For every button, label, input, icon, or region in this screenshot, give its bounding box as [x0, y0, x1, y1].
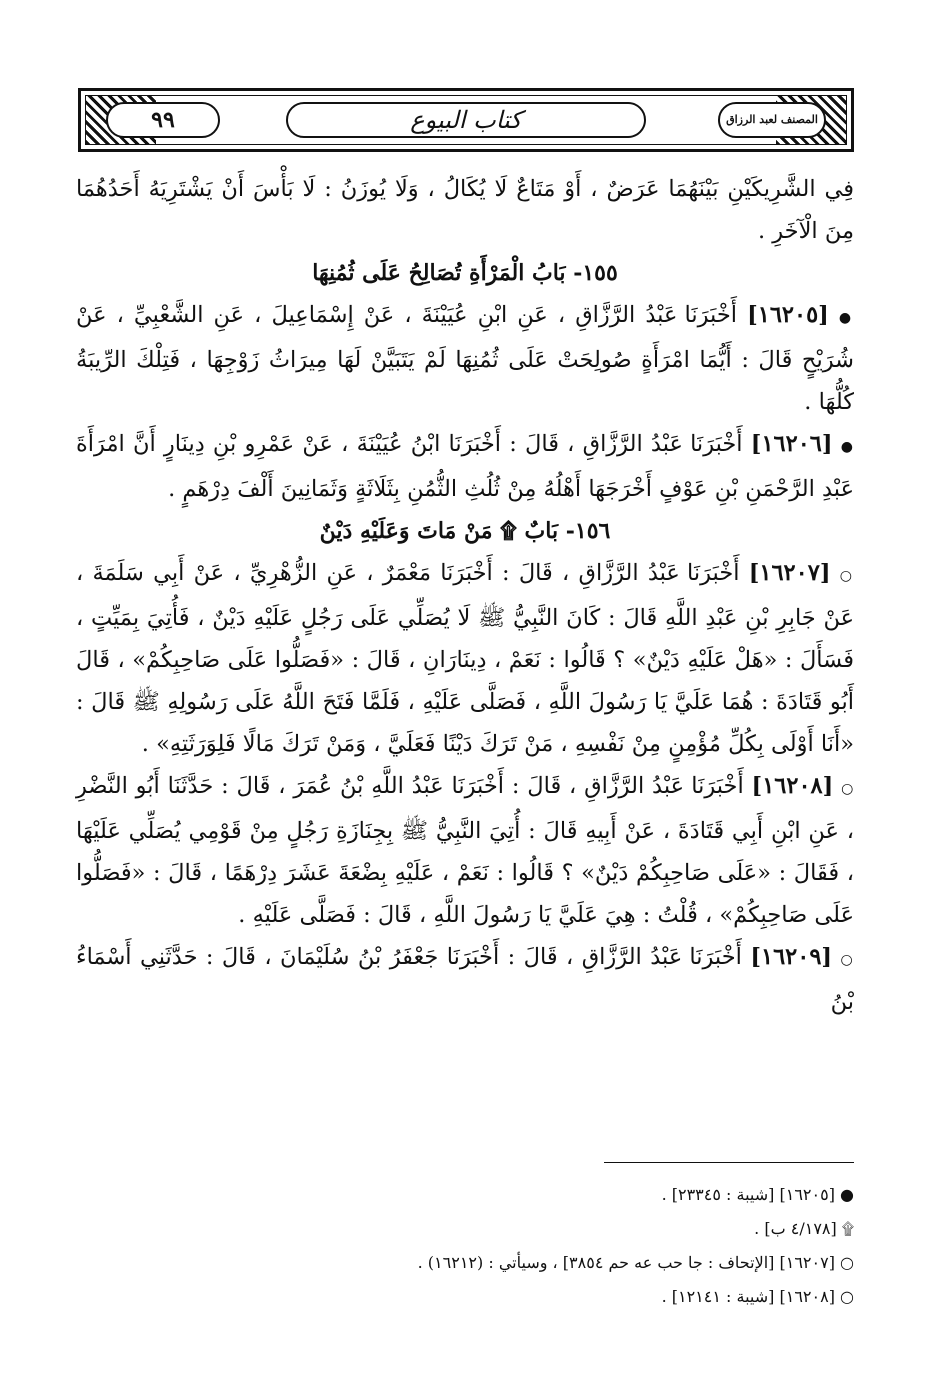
bullet-hollow-icon: ○ — [841, 781, 854, 797]
brand-logo: المصنف لعبد الرزاق — [718, 102, 826, 138]
hadith-text: أَخْبَرَنَا عَبْدُ الرَّزَّاقِ ، قَالَ : أَخْبَرَنَا مَعْمَرٌ ، عَنِ الزُّهْرِيِّ ، عَنْ أَبِي سَلَمَةَ ، عَنْ جَابِرِ بْنِ عَبْدِ اللَّهِ قَالَ : كَانَ النَّبِيُّ ﷺ لَا يُصَلِّي عَلَى رَجُلٍ عَلَيْهِ دَيْنٌ ، فَأُتِيَ بِمَيِّتٍ ، فَسَأَلَ : «هَلْ عَلَيْهِ دَيْنٌ» ؟ قَالُوا : نَعَمْ ، دِينَارَانِ ، قَالَ : «فَصَلُّوا عَلَى صَاحِبِكُمْ» ، قَالَ أَبُو قَتَادَةَ : هُمَا عَلَيَّ يَا رَسُولَ اللَّهِ ، فَصَلَّى عَلَيْهِ ، فَلَمَّا فَتَحَ اللَّهُ عَلَى رَسُولِهِ ﷺ قَالَ : «أَنَا أَوْلَى بِكُلِّ مُؤْمِنٍ مِنْ نَفْسِهِ ، مَنْ تَرَكَ دَيْنًا فَعَلَيَّ ، وَمَنْ تَرَكَ مَالًا فَلِوَرَثَتِهِ» . — [76, 560, 854, 757]
footnote: ● [١٦٢٠٥] [شيبة : ٢٣٣٤٥] . — [661, 1185, 854, 1204]
book-title: كتاب البيوع — [286, 102, 646, 138]
footnotes — [76, 1178, 854, 1314]
hadith-number: [١٦٢٠٨] — [751, 773, 834, 799]
hadith-text: أَخْبَرَنَا عَبْدُ الرَّزَّاقِ ، قَالَ : أَخْبَرَنَا ابْنُ عُيَيْنَةَ ، عَنْ عَمْرِو بْنِ دِينَارٍ أَنَّ امْرَأَةَ عَبْدِ الرَّحْمَنِ بْنِ عَوْفٍ أَخْرَجَهَا أَهْلُهُ مِنْ ثُلُثِ الثُّمُنِ بِثَلَاثَةٍ وَثَمَانِينَ أَلْفَ دِرْهَمٍ . — [76, 431, 854, 502]
hadith-text: أَخْبَرَنَا عَبْدُ الرَّزَّاقِ ، قَالَ : أَخْبَرَنَا عَبْدُ اللَّهِ بْنُ عُمَرَ ، قَالَ : حَدَّثَنَا أَبُو النَّضْرِ ، عَنِ ابْنِ أَبِي قَتَادَةَ ، عَنْ أَبِيهِ قَالَ : أُتِيَ النَّبِيُّ ﷺ بِجِنَازَةِ رَجُلٍ مِنْ قَوْمِي يُصَلِّي عَلَيْهَا ، فَقَالَ : «عَلَى صَاحِبِكُمْ دَيْنٌ» ؟ قَالُوا : نَعَمْ ، عَلَيْهِ بِضْعَةَ عَشَرَ دِرْهَمًا ، قَالَ : «فَصَلُّوا عَلَى صَاحِبِكُمْ» ، قُلْتُ : هِيَ عَلَيَّ يَا رَسُولَ اللَّهِ ، قَالَ : فَصَلَّى عَلَيْهِ . — [76, 773, 855, 928]
hadith-text: أَخْبَرَنَا عَبْدُ الرَّزَّاقِ ، قَالَ : أَخْبَرَنَا جَعْفَرُ بْنُ سُلَيْمَانَ ، قَالَ : حَدَّثَنِي أَسْمَاءُ بْنُ — [76, 944, 854, 1015]
footnote-divider — [604, 1162, 854, 1163]
hadith-16208 — [76, 765, 854, 936]
hadith-16206 — [76, 423, 854, 510]
hadith-16205 — [76, 294, 854, 423]
page-header — [78, 88, 854, 152]
hadith-number: [١٦٢٠٥] — [747, 302, 829, 328]
hadith-text: أَخْبَرَنَا عَبْدُ الرَّزَّاقِ ، عَنِ ابْنِ عُيَيْنَةَ ، عَنْ إِسْمَاعِيلَ ، عَنِ الشَّعْبِيِّ ، عَنْ شُرَيْحٍ قَالَ : أَيُّمَا امْرَأَةٍ صُولِحَتْ عَلَى ثُمُنِهَا لَمْ يَتَبَيَّنْ لَهَا مِيرَاثُ زَوْجِهَا ، فَتِلْكَ الرِّيبَةُ كُلُّهَا . — [76, 302, 854, 415]
bullet-hollow-icon: ○ — [840, 952, 855, 968]
bullet-hollow-icon: ○ — [839, 568, 854, 584]
hadith-16207 — [76, 552, 854, 765]
footnote: ○ [١٦٢٠٨] [شيبة : ١٢١٤١] . — [661, 1287, 854, 1306]
header-inner-frame — [85, 95, 847, 145]
bullet-filled-icon: ● — [838, 310, 855, 326]
footnote: ۩ [٤/١٧٨ ب] . — [754, 1219, 854, 1238]
hadith-16209 — [76, 936, 854, 1023]
paragraph-continuation: فِي الشَّرِيكَيْنِ بَيْنَهُمَا عَرَضٌ ، أَوْ مَتَاعٌ لَا يُكَالُ ، وَلَا يُوزَنُ : لَا بَأْسَ أَنْ يَشْتَرِيَهُ أَحَدُهُمَا مِنَ الْآخَرِ . — [76, 176, 854, 244]
footnote: ○ [١٦٢٠٧] [الإتحاف : جا حب عه حم ٣٨٥٤] ، وسيأتي : (١٦٢١٢) . — [417, 1253, 854, 1272]
chapter-heading-155: ١٥٥- بَابُ الْمَرْأَةِ تُصَالِحُ عَلَى ثُمُنِهَا — [312, 260, 618, 286]
hadith-number: [١٦٢٠٩] — [750, 944, 833, 970]
page-number: ٩٩ — [106, 102, 220, 138]
main-text — [76, 168, 854, 1023]
bullet-filled-icon: ● — [840, 439, 854, 455]
chapter-heading-156: ١٥٦- بَابٌ ۩ مَنْ مَاتَ وَعَلَيْهِ دَيْنٌ — [319, 518, 611, 544]
hadith-number: [١٦٢٠٦] — [750, 431, 833, 457]
hadith-number: [١٦٢٠٧] — [748, 560, 831, 586]
